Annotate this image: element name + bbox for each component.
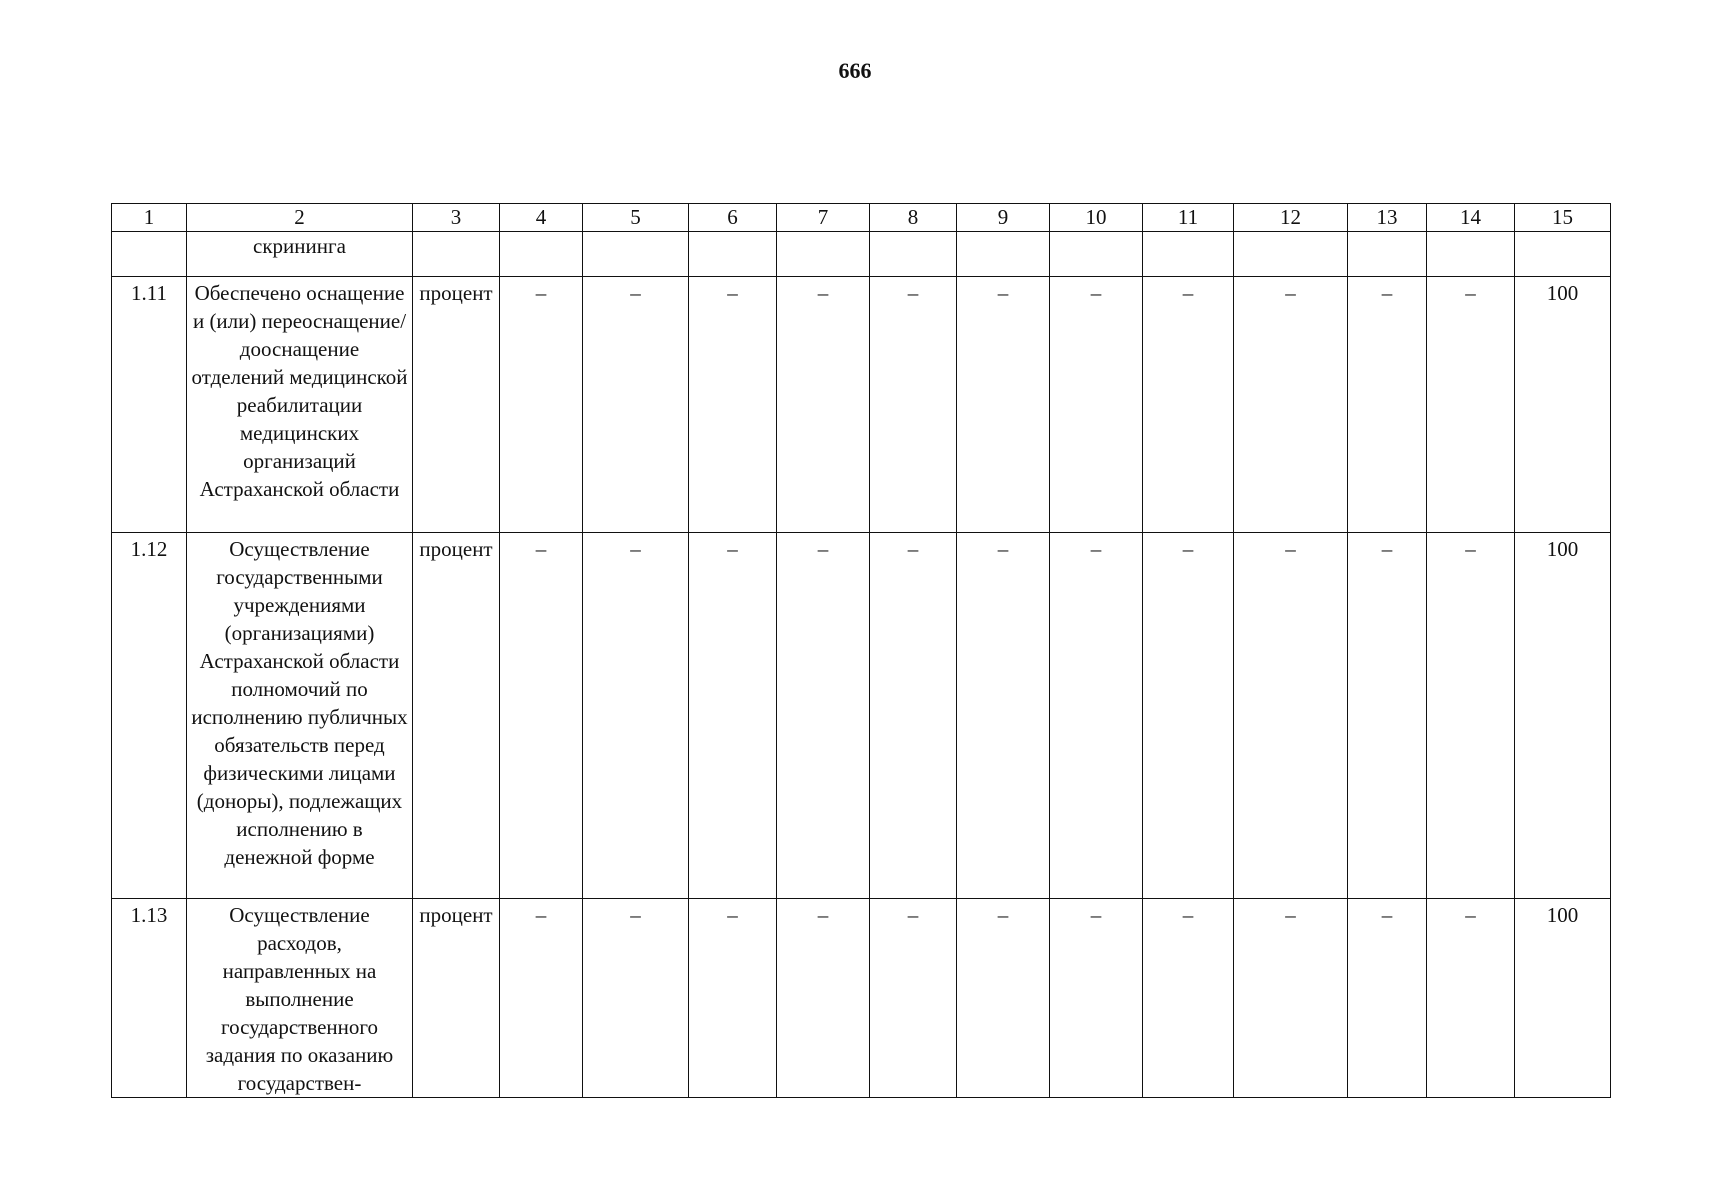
row-value: 100 <box>1515 277 1611 533</box>
row-value: – <box>1050 899 1143 1098</box>
row-value: – <box>1143 899 1234 1098</box>
row-value: – <box>870 899 957 1098</box>
column-header: 13 <box>1348 204 1427 232</box>
row-value: – <box>1427 533 1515 899</box>
table-row-continuation <box>112 232 1611 277</box>
table-row <box>112 899 1611 1098</box>
column-header: 10 <box>1050 204 1143 232</box>
row-description: Обеспечено оснащение и (или) переоснащение/дооснащение отделений медицинской реабилитации медицинских организаций Астраханской области <box>187 277 413 533</box>
row-unit: процент <box>413 533 500 899</box>
row-value: – <box>957 277 1050 533</box>
row-unit: процент <box>413 899 500 1098</box>
row-value: – <box>1050 533 1143 899</box>
row-value: – <box>1143 533 1234 899</box>
row-value: – <box>1050 277 1143 533</box>
column-header: 9 <box>957 204 1050 232</box>
row-unit: процент <box>413 277 500 533</box>
row-value: – <box>1427 277 1515 533</box>
row-value: – <box>1427 899 1515 1098</box>
row-value: – <box>583 533 689 899</box>
column-header: 8 <box>870 204 957 232</box>
column-header: 14 <box>1427 204 1515 232</box>
row-value: – <box>777 533 870 899</box>
row-number: 1.11 <box>112 277 187 533</box>
row-value: – <box>1143 277 1234 533</box>
row-value: – <box>689 277 777 533</box>
row-value: – <box>1234 899 1348 1098</box>
row-value: 100 <box>1515 899 1611 1098</box>
row-value: – <box>689 899 777 1098</box>
row-value: – <box>1348 899 1427 1098</box>
table-header-row <box>112 204 1611 232</box>
row-value: – <box>777 277 870 533</box>
column-header: 5 <box>583 204 689 232</box>
row-value: – <box>870 533 957 899</box>
row-value: – <box>957 899 1050 1098</box>
row-value: – <box>500 277 583 533</box>
row-description: Осуществление государственными учреждениями (организациями) Астраханской области полномочий по исполнению публичных обязательств перед физическими лицами (доноры), подлежащих исполнению в денежной форме <box>187 533 413 899</box>
row-value: – <box>1234 277 1348 533</box>
column-header: 11 <box>1143 204 1234 232</box>
row-value: – <box>583 277 689 533</box>
column-header: 12 <box>1234 204 1348 232</box>
row-value: – <box>957 533 1050 899</box>
page-number: 666 <box>838 58 872 83</box>
table-row <box>112 277 1611 533</box>
row-value: – <box>1348 533 1427 899</box>
continuation-description: скрининга <box>187 232 413 277</box>
column-header: 6 <box>689 204 777 232</box>
row-value: – <box>1234 533 1348 899</box>
row-value: – <box>777 899 870 1098</box>
indicators-table <box>111 203 1611 1098</box>
row-number: 1.13 <box>112 899 187 1098</box>
row-description: Осуществление расходов, направленных на выполнение государственного задания по оказанию государствен- <box>187 899 413 1098</box>
column-header: 15 <box>1515 204 1611 232</box>
row-number: 1.12 <box>112 533 187 899</box>
row-value: 100 <box>1515 533 1611 899</box>
row-value: – <box>1348 277 1427 533</box>
column-header: 1 <box>112 204 187 232</box>
column-header: 7 <box>777 204 870 232</box>
row-value: – <box>500 533 583 899</box>
row-value: – <box>500 899 583 1098</box>
row-value: – <box>689 533 777 899</box>
row-value: – <box>870 277 957 533</box>
row-value: – <box>583 899 689 1098</box>
column-header: 3 <box>413 204 500 232</box>
table-row <box>112 533 1611 899</box>
column-header: 4 <box>500 204 583 232</box>
column-header: 2 <box>187 204 413 232</box>
